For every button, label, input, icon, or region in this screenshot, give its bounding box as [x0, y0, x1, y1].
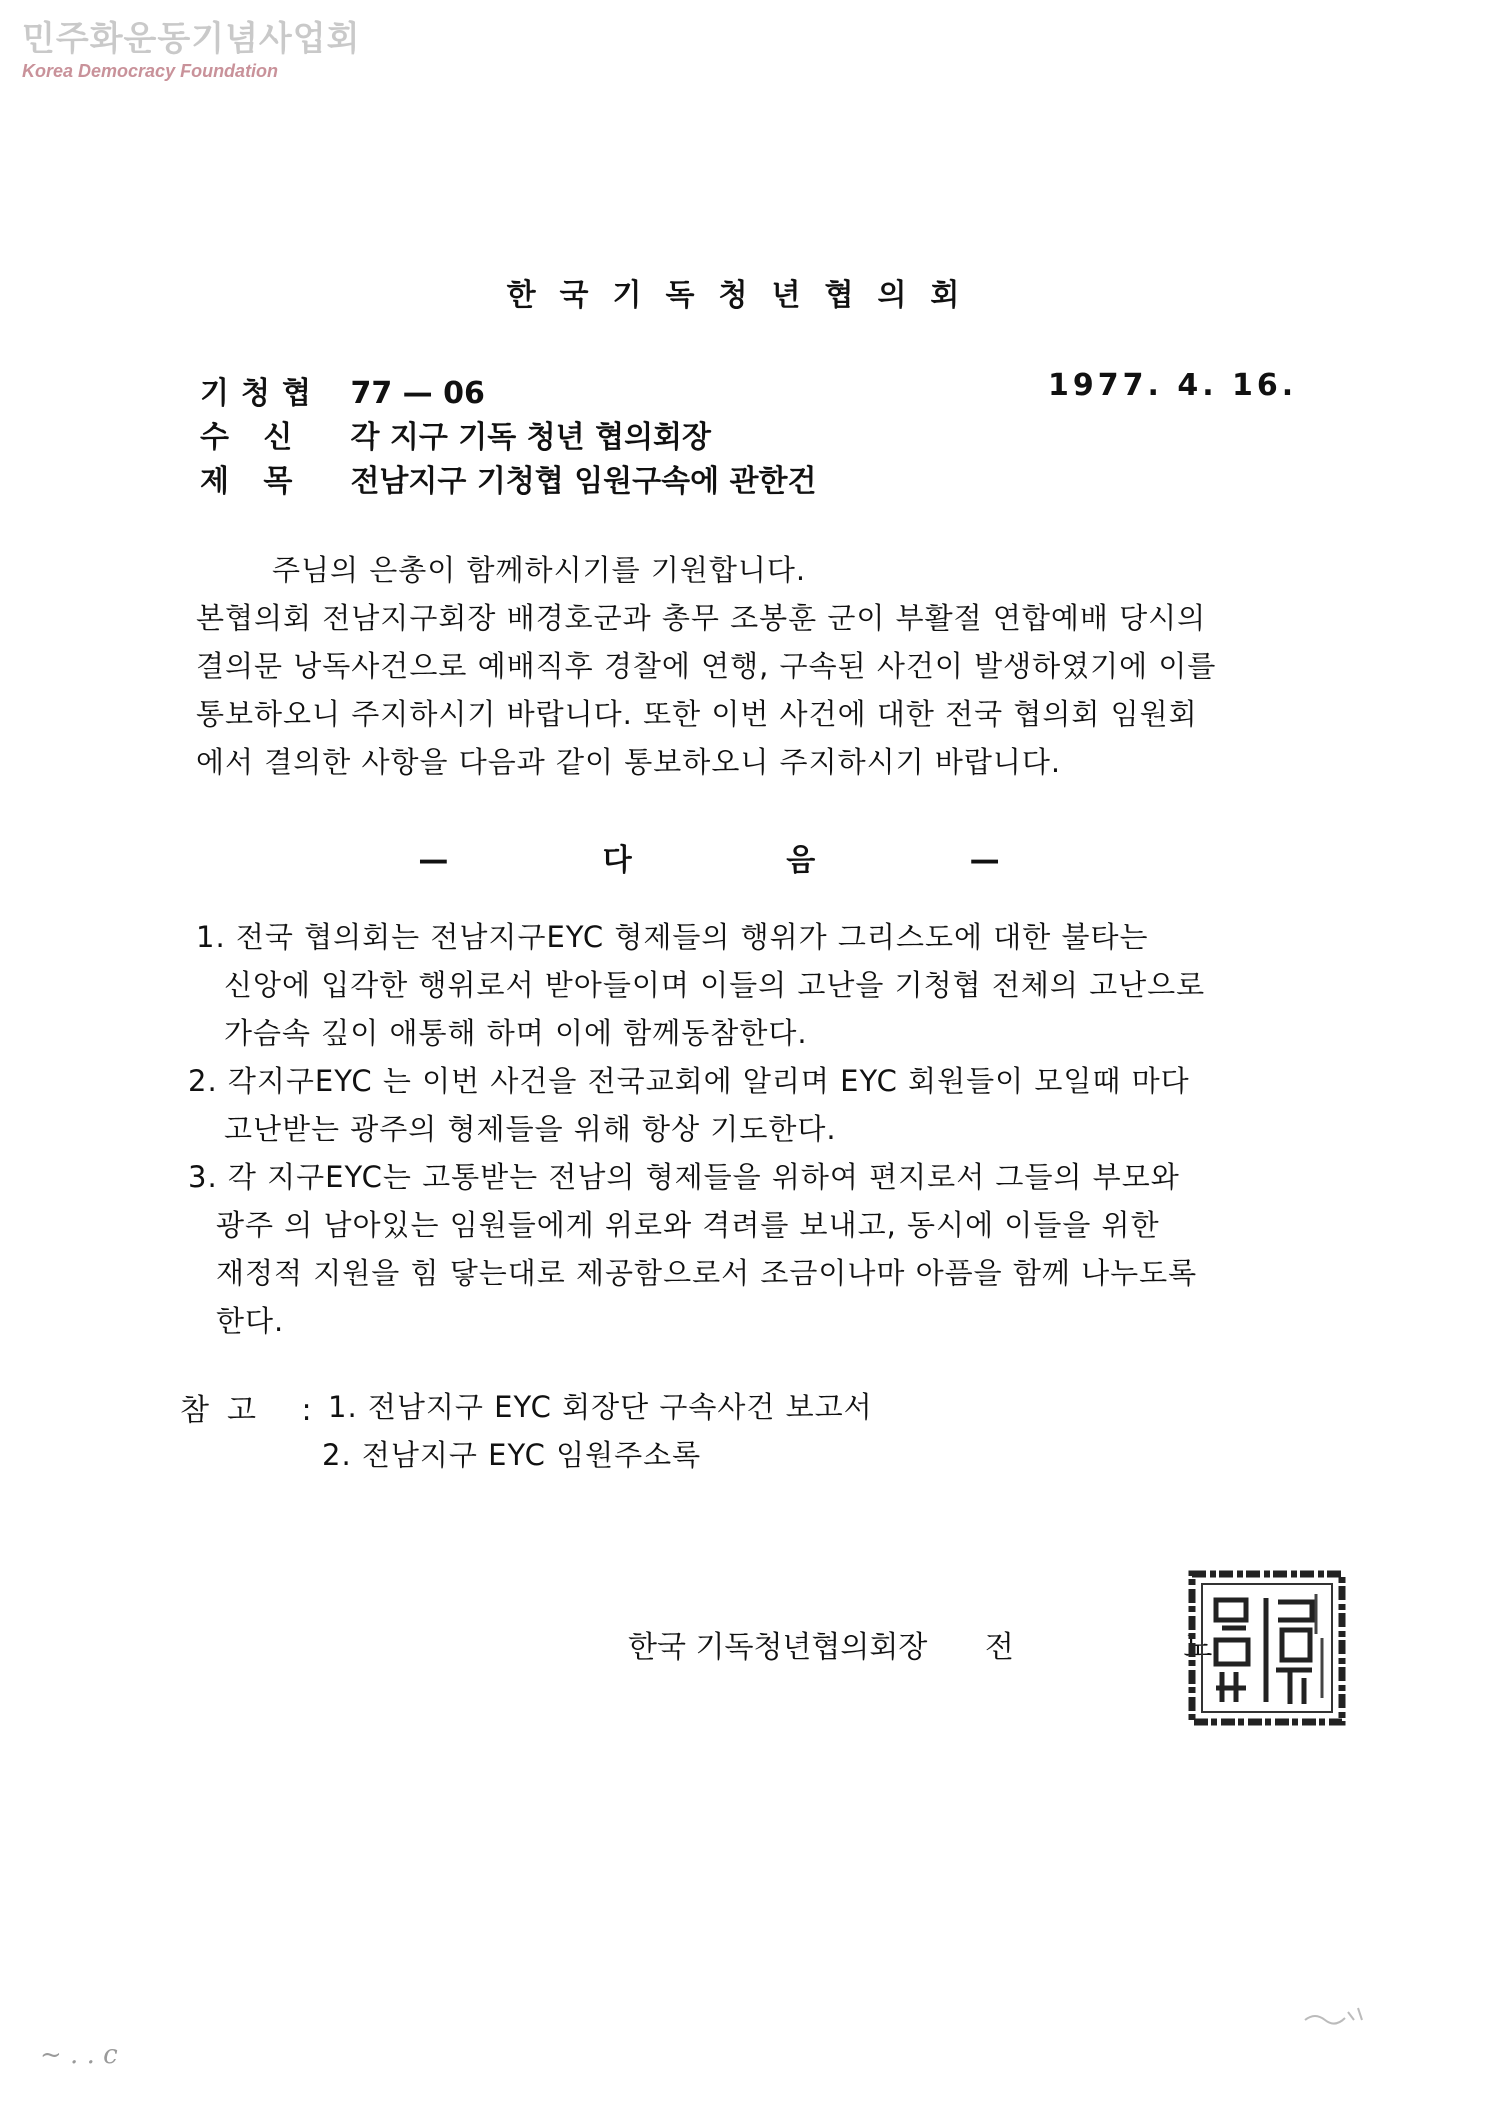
body-line: 주님의 은총이 함께하시기를 기원합니다.: [272, 553, 807, 587]
list-item-line: 가슴속 깊이 애통해 하며 이에 함께동참한다.: [224, 1016, 808, 1050]
body-line: 본협의회 전남지구회장 배경호군과 총무 조봉훈 군이 부활절 연합예배 당시의: [196, 601, 1207, 635]
list-item-line: 고난받는 광주의 형제들을 위해 항상 기도한다.: [224, 1112, 837, 1146]
official-seal-stamp: [1186, 1568, 1348, 1728]
meta-row-doc-number: [200, 368, 485, 412]
meta-label: 기청협: [200, 376, 323, 411]
body-line: 에서 결의한 사항을 다음과 같이 통보하오니 주지하시기 바랍니다.: [196, 745, 1062, 779]
list-item-line: 한다.: [216, 1304, 285, 1338]
body-line: 결의문 낭독사건으로 예배직후 경찰에 연행, 구속된 사건이 발생하였기에 이를: [196, 649, 1217, 683]
meta-row-recipient: [200, 412, 711, 456]
list-item-line: 2. 각지구EYC 는 이번 사건을 전국교회에 알리며 EYC 회원들이 모일때 마다: [188, 1064, 1190, 1098]
meta-row-subject: [200, 456, 817, 500]
list-item-line: 1. 전국 협의회는 전남지구EYC 형제들의 행위가 그리스도에 대한 불타는: [196, 920, 1149, 954]
watermark-english: Korea Democracy Foundation: [22, 61, 279, 81]
body-line: 통보하오니 주지하시기 바랍니다. 또한 이번 사건에 대한 전국 협의회 임원회: [196, 697, 1198, 731]
meta-value: 전남지구 기청협 임원구속에 관한건: [350, 464, 817, 499]
meta-value: 77 — 06: [350, 376, 485, 411]
watermark-korean: 민주화운동기념사업회: [22, 19, 361, 59]
organization-title: 한국기독청년협의회: [506, 278, 984, 313]
reference-label: 참고 :: [180, 1393, 330, 1428]
list-item-line: 3. 각 지구EYC는 고통받는 전남의 형제들을 위하여 편지로서 그들의 부모와: [188, 1160, 1180, 1194]
meta-label: 제 목: [200, 464, 305, 499]
handwritten-mark: ~ . . c: [40, 2040, 118, 2070]
signature-name: 전 노: [984, 1630, 1293, 1665]
meta-value: 각 지구 기독 청년 협의회장: [350, 420, 712, 455]
list-item-line: 신앙에 입각한 행위로서 받아들이며 이들의 고난을 기청협 전체의 고난으로: [224, 968, 1206, 1002]
signature-title: 한국 기독청년협의회장: [628, 1630, 928, 1665]
list-item-line: 광주 의 남아있는 임원들에게 위로와 격려를 보내고, 동시에 이들을 위한: [216, 1208, 1160, 1242]
list-item-line: 재정적 지원을 힘 닿는대로 제공함으로서 조금이나마 아픔을 함께 나누도록: [216, 1256, 1198, 1290]
meta-label: 수 신: [200, 420, 305, 455]
reference-item: 1. 전남지구 EYC 회장단 구속사건 보고서: [328, 1390, 873, 1424]
section-heading: — 다 음 —: [418, 843, 1072, 878]
scan-noise-mark: [1300, 2000, 1370, 2030]
document-date: 1977. 4. 16.: [1048, 368, 1298, 403]
reference-item: 2. 전남지구 EYC 임원주소록: [322, 1438, 702, 1472]
